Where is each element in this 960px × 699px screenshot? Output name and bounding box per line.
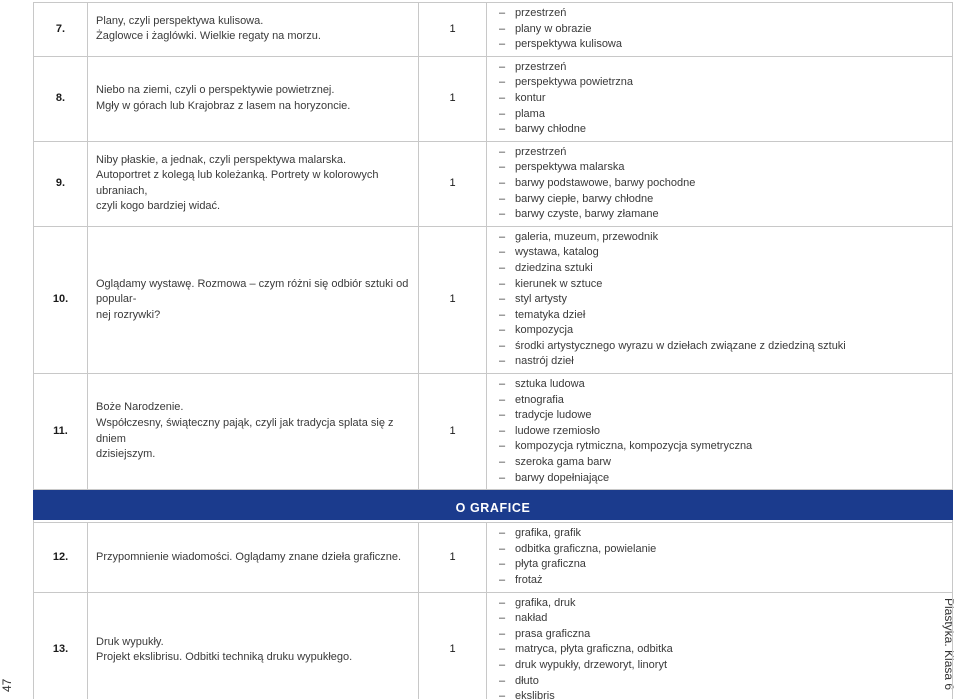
lesson-number: 10. bbox=[34, 226, 88, 373]
term-item: – grafika, grafik bbox=[499, 526, 944, 542]
term-item: – plany w obrazie bbox=[499, 22, 944, 38]
table-row bbox=[34, 374, 953, 490]
term-item: – ludowe rzemiosło bbox=[499, 424, 944, 440]
term-item: – wystawa, katalog bbox=[499, 245, 944, 261]
lesson-hours: 1 bbox=[419, 56, 487, 141]
lesson-topic bbox=[88, 141, 419, 226]
lesson-terms bbox=[487, 3, 953, 57]
term-item: – kierunek w sztuce bbox=[499, 277, 944, 293]
lesson-hours: 1 bbox=[419, 374, 487, 490]
term-item: – sztuka ludowa bbox=[499, 377, 944, 393]
term-item: – tematyka dzieł bbox=[499, 308, 944, 324]
term-item: – przestrzeń bbox=[499, 60, 944, 76]
topic-line: Mgły w górach lub Krajobraz z lasem na horyzoncie. bbox=[96, 99, 351, 112]
term-item: – barwy podstawowe, barwy pochodne bbox=[499, 176, 944, 192]
table-body-top bbox=[34, 3, 953, 490]
term-item: – frotaż bbox=[499, 573, 944, 589]
table-row bbox=[34, 3, 953, 57]
topic-line: czyli kogo bardziej widać. bbox=[96, 200, 221, 213]
lesson-number: 11. bbox=[34, 374, 88, 490]
table-row bbox=[34, 592, 953, 699]
topic-line: nej rozrywki? bbox=[96, 308, 161, 321]
topic-line: Oglądamy wystawę. Rozmowa – czym różni się odbiór sztuki od popular- bbox=[96, 277, 409, 306]
term-item: – matryca, płyta graficzna, odbitka bbox=[499, 642, 944, 658]
topic-line: dzisiejszym. bbox=[96, 448, 156, 461]
term-item: – płyta graficzna bbox=[499, 557, 944, 573]
term-item: – perspektywa kulisowa bbox=[499, 37, 944, 53]
section-header-row bbox=[34, 490, 953, 520]
term-item: – prasa graficzna bbox=[499, 627, 944, 643]
term-item: – barwy dopełniające bbox=[499, 471, 944, 487]
term-item: – etnografia bbox=[499, 393, 944, 409]
term-item: – ekslibris bbox=[499, 689, 944, 699]
term-item: – odbitka graficzna, powielanie bbox=[499, 542, 944, 558]
term-item: – szeroka gama barw bbox=[499, 455, 944, 471]
topic-line: Niebo na ziemi, czyli o perspektywie powietrznej. bbox=[96, 84, 335, 97]
lesson-number: 9. bbox=[34, 141, 88, 226]
topic-line: Współczesny, świąteczny pająk, czyli jak tradycja splata się z dniem bbox=[96, 417, 394, 445]
term-item: – kontur bbox=[499, 91, 944, 107]
lesson-terms bbox=[487, 523, 953, 592]
term-item: – barwy chłodne bbox=[499, 122, 944, 138]
term-item: – nakład bbox=[499, 611, 944, 627]
lesson-topic bbox=[88, 523, 419, 592]
lesson-number: 12. bbox=[34, 523, 88, 592]
lesson-hours: 1 bbox=[419, 523, 487, 592]
topic-line: Żaglowce i żaglówki. Wielkie regaty na morzu. bbox=[96, 30, 321, 43]
running-head: Plastyka. Klasa 6 bbox=[942, 598, 956, 691]
table-body-bottom bbox=[34, 523, 953, 699]
topic-line: Projekt ekslibrisu. Odbitki techniką druku wypukłego. bbox=[96, 651, 353, 664]
lesson-number: 7. bbox=[34, 3, 88, 57]
term-item: – środki artystycznego wyrazu w dziełach związane z dziedziną sztuki bbox=[499, 339, 944, 355]
term-item: – grafika, druk bbox=[499, 596, 944, 612]
term-item: – druk wypukły, drzeworyt, linoryt bbox=[499, 658, 944, 674]
lesson-terms bbox=[487, 141, 953, 226]
topic-line: Przypomnienie wiadomości. Oglądamy znane dzieła graficzne. bbox=[96, 550, 402, 563]
section-header-body bbox=[34, 490, 953, 523]
lesson-hours: 1 bbox=[419, 592, 487, 699]
term-item: – perspektywa malarska bbox=[499, 160, 944, 176]
lesson-number: 13. bbox=[34, 592, 88, 699]
page-number: 47 bbox=[0, 678, 14, 692]
lesson-terms bbox=[487, 374, 953, 490]
curriculum-table bbox=[33, 2, 953, 699]
lesson-hours: 1 bbox=[419, 3, 487, 57]
term-item: – tradycje ludowe bbox=[499, 408, 944, 424]
topic-line: Druk wypukły. bbox=[96, 635, 164, 648]
term-item: – kompozycja bbox=[499, 323, 944, 339]
table-row bbox=[34, 141, 953, 226]
lesson-hours: 1 bbox=[419, 141, 487, 226]
lesson-topic bbox=[88, 592, 419, 699]
term-item: – kompozycja rytmiczna, kompozycja symetryczna bbox=[499, 439, 944, 455]
term-item: – styl artysty bbox=[499, 292, 944, 308]
topic-line: Niby płaskie, a jednak, czyli perspektywa malarska. bbox=[96, 153, 347, 166]
section-title: O GRAFICE bbox=[34, 490, 953, 520]
lesson-topic bbox=[88, 226, 419, 373]
table-row bbox=[34, 523, 953, 592]
table-row bbox=[34, 56, 953, 141]
term-item: – barwy ciepłe, barwy chłodne bbox=[499, 192, 944, 208]
term-item: – dziedzina sztuki bbox=[499, 261, 944, 277]
topic-line: Autoportret z kolegą lub koleżanką. Portrety w kolorowych ubraniach, bbox=[96, 169, 379, 197]
lesson-topic bbox=[88, 3, 419, 57]
table-row bbox=[34, 226, 953, 373]
term-item: – plama bbox=[499, 107, 944, 123]
lesson-topic bbox=[88, 56, 419, 141]
lesson-number: 8. bbox=[34, 56, 88, 141]
lesson-topic bbox=[88, 374, 419, 490]
term-item: – barwy czyste, barwy złamane bbox=[499, 207, 944, 223]
lesson-terms bbox=[487, 226, 953, 373]
topic-line: Boże Narodzenie. bbox=[96, 401, 184, 414]
lesson-terms bbox=[487, 592, 953, 699]
term-item: – galeria, muzeum, przewodnik bbox=[499, 230, 944, 246]
term-item: – przestrzeń bbox=[499, 6, 944, 22]
term-item: – nastrój dzieł bbox=[499, 354, 944, 370]
topic-line: Plany, czyli perspektywa kulisowa. bbox=[96, 14, 264, 27]
term-item: – dłuto bbox=[499, 674, 944, 690]
term-item: – przestrzeń bbox=[499, 145, 944, 161]
lesson-terms bbox=[487, 56, 953, 141]
lesson-hours: 1 bbox=[419, 226, 487, 373]
term-item: – perspektywa powietrzna bbox=[499, 75, 944, 91]
